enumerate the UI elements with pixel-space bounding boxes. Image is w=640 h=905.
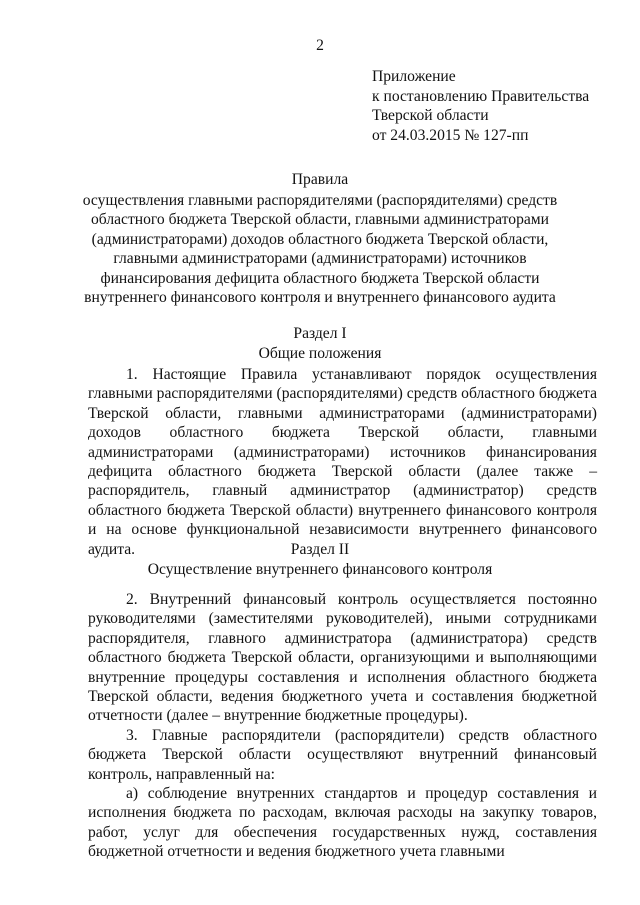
section-2-heading: [0, 540, 640, 579]
appendix-line: Приложение: [372, 68, 456, 85]
rules-subtitle: [60, 191, 580, 307]
section-1-body: [88, 365, 597, 559]
rules-title: Правила: [291, 171, 349, 188]
rules-subtitle-line: финансирования дефицита областного бюджета Тверской области: [100, 269, 540, 287]
paragraph-2: 2. Внутренний финансовый контроль осуществляется постоянно руководителями (заместителями руководителей), иными сотрудниками распорядителя, главного администратора (администратора) средств областного бюджета Тверской области, организующими и выполняющими внутренние процедуры составления и исполнения областного бюджета Тверской области, ведения бюджетного учета и составления бюджетной отчетности (далее – внутренние бюджетные процедуры).: [88, 591, 597, 725]
appendix-date-line: от 24.03.2015 № 127-пп: [372, 126, 529, 144]
paragraph-1: 1. Настоящие Правила устанавливают порядок осуществления главными распорядителями (распорядителями) средств областного бюджета Тверской области, главными администраторами (администраторами) доходов областного бюджета Тверской области, главными администраторами (администраторами) источников финансирования дефицита областного бюджета Тверской области (далее также – распорядитель, главный администратор (администратор) средств областного бюджета Тверской области) внутреннего финансового контроля и на основе функциональной независимости внутреннего финансового аудита.: [88, 366, 597, 558]
appendix-line: Тверской области: [372, 107, 489, 124]
paragraph-3: 3. Главные распорядители (распорядители) средств областного бюджета Тверской области осуществляют внутренний финансовый контроль, направленный на:: [88, 726, 597, 783]
section-2-body: [88, 590, 597, 862]
paragraph-3a: а) соблюдение внутренних стандартов и процедур составления и исполнения бюджета по расходам, включая расходы на закупку товаров, работ, услуг для обеспечения государственных нужд, составления бюджетной отчетности и ведения бюджетного учета главными: [88, 785, 597, 861]
rules-subtitle-line: (администраторами) доходов областного бюджета Тверской области,: [91, 230, 549, 248]
appendix-block: [372, 67, 632, 145]
section-1-title: Общие положения: [258, 344, 382, 362]
rules-subtitle-line: осуществления главными распорядителями (распорядителями) средств: [82, 192, 558, 209]
section-2-number: Раздел II: [290, 541, 350, 558]
appendix-line: к постановлению Правительства: [372, 87, 590, 105]
rules-subtitle-line: главными администраторами (администраторами) источников: [113, 250, 527, 268]
rules-subtitle-line: внутреннего финансового контроля и внутреннего финансового аудита: [84, 289, 556, 307]
section-1-heading: [0, 324, 640, 363]
page-number: 2: [316, 37, 324, 54]
section-2-title: Осуществление внутреннего финансового контроля: [147, 560, 493, 578]
rules-subtitle-line: областного бюджета Тверской области, главными администраторами: [90, 211, 549, 229]
section-1-number: Раздел I: [293, 325, 347, 342]
